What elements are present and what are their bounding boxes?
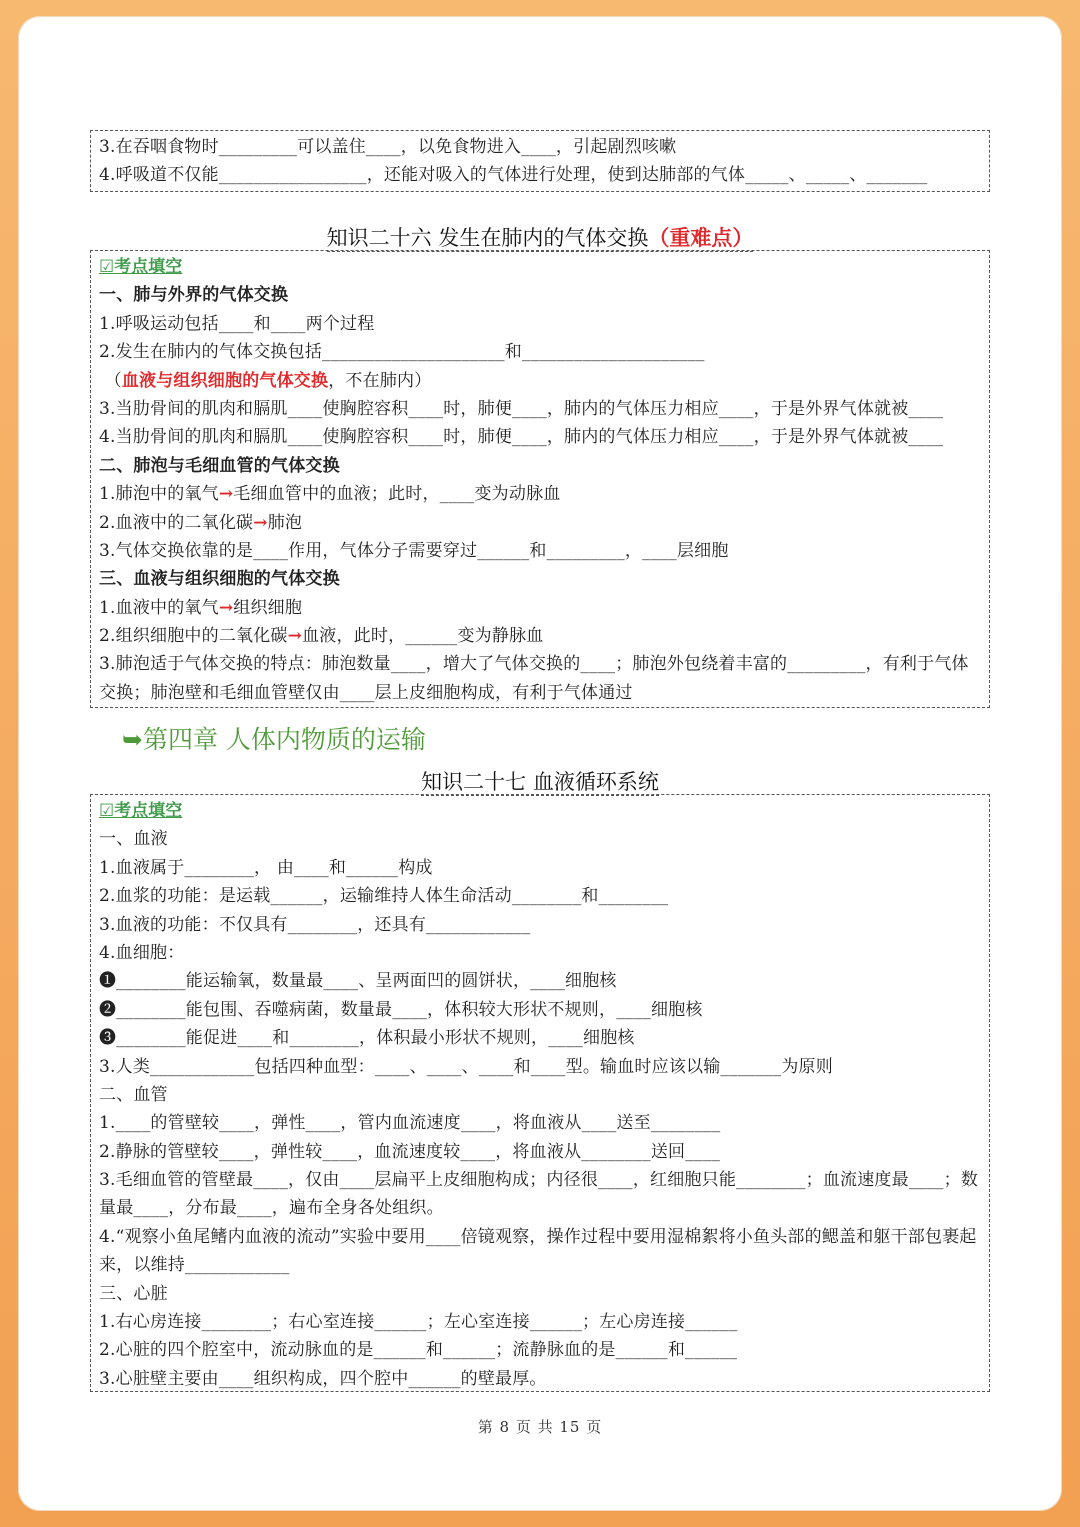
- text-line: 3.在吞咽食物时_________可以盖住____，以免食物进入____，引起剧烈咳嗽: [99, 137, 677, 157]
- text-line: 4.当肋骨间的肌肉和膈肌____使胸腔容积____时，肺便____，肺内的气体压力相应____，于是外界气体就被____: [99, 427, 944, 448]
- subheading: 三、血液与组织细胞的气体交换: [99, 569, 340, 590]
- text-paragraph: 3.毛细血管的管壁最____，仅由____层扁平上皮细胞构成；内径很____，红细胞只能________；血流速度最____；数量最____，分布最____，遍布全身各处组织。: [99, 1170, 979, 1219]
- text-part: 1.肺泡中的氧气: [99, 484, 219, 505]
- subheading: 三、心脏: [99, 1283, 168, 1304]
- text-rest: ，不在肺内）: [328, 370, 432, 391]
- text-line: [99, 622, 981, 650]
- section-27-box: [90, 794, 990, 1392]
- subheading: 二、肺泡与毛细血管的气体交换: [99, 455, 340, 476]
- text-line: 2.心脏的四个腔室中，流动脉血的是______和______；流静脉血的是______和______: [99, 1340, 738, 1361]
- text-line: [99, 480, 981, 508]
- text-part: 2.组织细胞中的二氧化碳: [99, 626, 288, 647]
- text-line: 1.右心房连接________；右心室连接______；左心室连接______；左心房连接______: [99, 1312, 738, 1333]
- subheading: 一、血液: [99, 829, 168, 850]
- text-line: 3.当肋骨间的肌肉和膈肌____使胸腔容积____时，肺便____，肺内的气体压力相应____，于是外界气体就被____: [99, 398, 944, 419]
- text-line: 1.____的管壁较____，弹性____，管内血流速度____，将血液从____送至________: [99, 1113, 721, 1134]
- section-title-27: [0, 766, 1080, 796]
- text-line: ❶________能运输氧，数量最____、呈两面凹的圆饼状，____细胞核: [99, 971, 617, 992]
- page-number: 第 8 页 共 15 页: [477, 1418, 603, 1436]
- text-part: 2.血液中的二氧化碳: [99, 512, 254, 533]
- chapter-heading: ➥第四章 人体内物质的运输: [122, 725, 426, 754]
- arrow-icon: →: [253, 512, 268, 533]
- section-title-26: [0, 222, 1080, 252]
- text-line: 2.发生在肺内的气体交换包括_____________________和_____________________: [99, 342, 705, 363]
- text-line: 1.呼吸运动包括____和____两个过程: [99, 313, 375, 334]
- text-line: ❸________能促进____和________，体积最小形状不规则，____细胞核: [99, 1028, 635, 1049]
- text-paragraph: 3.肺泡适于气体交换的特点：肺泡数量____，增大了气体交换的____；肺泡外包绕着丰富的_________，有利于气体交换；肺泡壁和毛细血管壁仅由____层上皮细胞构成，有利于气体通过: [99, 654, 969, 703]
- section-title-text: 知识二十六 发生在肺内的气体交换: [326, 226, 649, 250]
- text-line: ❷________能包围、吞噬病菌，数量最____，体积较大形状不规则，____细胞核: [99, 999, 703, 1020]
- arrow-icon: →: [218, 597, 234, 618]
- text-line: 3.人类____________包括四种血型：____、____、____和____型。输血时应该以输_______为原则: [99, 1056, 833, 1077]
- text-part: 血液，此时，______变为静脉血: [302, 626, 544, 647]
- text-paragraph: 4.“观察小鱼尾鳍内血液的流动”实验中要用____倍镜观察，操作过程中要用湿棉絮将小鱼头部的鳃盖和躯干部包裹起来，以维持____________: [99, 1226, 977, 1276]
- subheading: 一、肺与外界的气体交换: [99, 285, 289, 306]
- text-line: 3.血液的功能：不仅具有________，还具有____________: [99, 914, 531, 935]
- text-line: 1.血液属于________， 由____和______构成: [99, 857, 433, 878]
- continuation-box: [90, 130, 990, 192]
- subheading: 二、血管: [99, 1084, 168, 1105]
- text-line: 3.气体交换依靠的是____作用，气体分子需要穿过______和_________，____层细胞: [99, 540, 729, 561]
- text-part: 毛细血管中的血液；此时，____变为动脉血: [233, 484, 561, 505]
- highlight-text: 血液与组织细胞的气体交换: [121, 370, 329, 391]
- kaodian-label: ☑考点填空: [99, 801, 183, 821]
- text-line: 2.静脉的管壁较____，弹性较____，血流速度较____，将血液从________送回____: [99, 1141, 721, 1162]
- text-part: 1.血液中的氧气: [99, 597, 219, 618]
- text-part: 肺泡: [267, 512, 303, 533]
- text-line: [99, 594, 981, 622]
- text-line: [99, 367, 981, 395]
- text-line: 2.血浆的功能：是运载______，运输维持人体生命活动________和________: [99, 886, 669, 907]
- text-line: 3.心脏壁主要由____组织构成，四个腔中______的壁最厚。: [99, 1368, 547, 1389]
- section-title-text: 知识二十七 血液循环系统: [421, 770, 659, 794]
- section-26-box: [90, 250, 990, 708]
- text-line: [99, 509, 981, 537]
- paren-open: （: [104, 370, 122, 391]
- kaodian-label: ☑考点填空: [99, 257, 183, 277]
- text-part: 组织细胞: [233, 597, 303, 618]
- text-line: 4.血细胞：: [99, 942, 185, 963]
- text-line: 4.呼吸道不仅能_________________，还能对吸入的气体进行处理，使到达肺部的气体_____、_____、_______: [99, 165, 928, 186]
- arrow-icon: →: [287, 626, 303, 647]
- arrow-icon: →: [218, 484, 234, 505]
- key-point-mark: （重难点）: [648, 226, 754, 250]
